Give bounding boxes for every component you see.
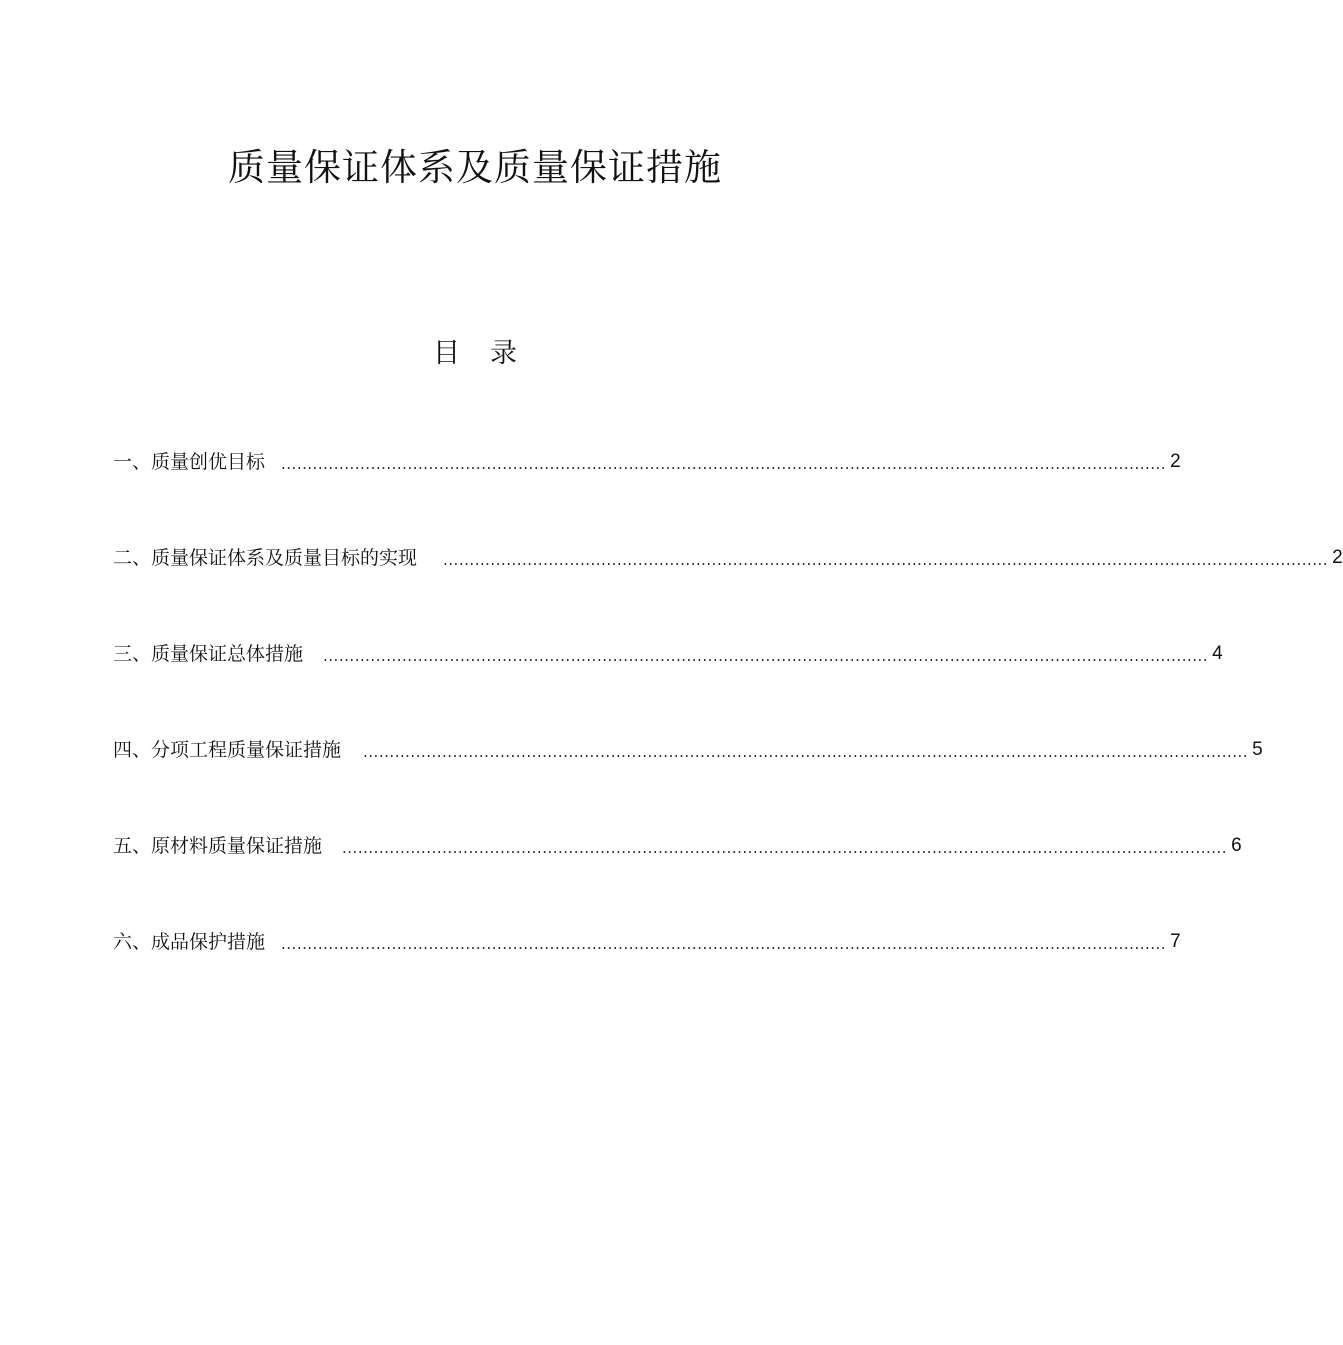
toc-entry-page: 5 xyxy=(1252,739,1263,760)
toc-entry-page: 6 xyxy=(1231,835,1242,856)
toc-heading-char: 录 xyxy=(490,338,517,369)
toc-leader-dots: ........................................................................................................................................................................ xyxy=(281,455,1167,473)
toc-leader-dots: ........................................................................................................................................................................ xyxy=(342,839,1228,857)
toc-entry-label: 六、成品保护措施 xyxy=(113,931,266,953)
toc-entry-label: 四、分项工程质量保证措施 xyxy=(113,739,342,761)
toc-entry-page: 4 xyxy=(1212,643,1223,664)
toc-leader-dots: ........................................................................................................................................................................ xyxy=(443,551,1329,569)
toc-entry[interactable] xyxy=(113,447,1181,477)
toc-entry[interactable] xyxy=(113,543,1343,573)
document-title: 质量保证体系及质量保证措施 xyxy=(228,146,722,189)
toc-entry[interactable] xyxy=(113,831,1242,861)
toc-leader-dots: ........................................................................................................................................................................ xyxy=(323,647,1209,665)
toc-entry-page: 7 xyxy=(1170,931,1181,952)
toc-leader-dots: ........................................................................................................................................................................ xyxy=(281,935,1167,953)
toc-entry-label: 一、质量创优目标 xyxy=(113,451,266,473)
toc-leader-dots: ........................................................................................................................................................................ xyxy=(363,743,1249,761)
toc-entry-page: 2 xyxy=(1332,547,1343,568)
toc-entry-label: 三、质量保证总体措施 xyxy=(113,643,304,665)
toc-entry[interactable] xyxy=(113,735,1263,765)
toc-entry-label: 二、质量保证体系及质量目标的实现 xyxy=(113,547,418,569)
toc-entry-label: 五、原材料质量保证措施 xyxy=(113,835,323,857)
toc-entry[interactable] xyxy=(113,639,1223,669)
toc-entry[interactable] xyxy=(113,927,1181,957)
toc-heading-char: 目 xyxy=(433,338,460,369)
toc-entry-page: 2 xyxy=(1170,451,1181,472)
